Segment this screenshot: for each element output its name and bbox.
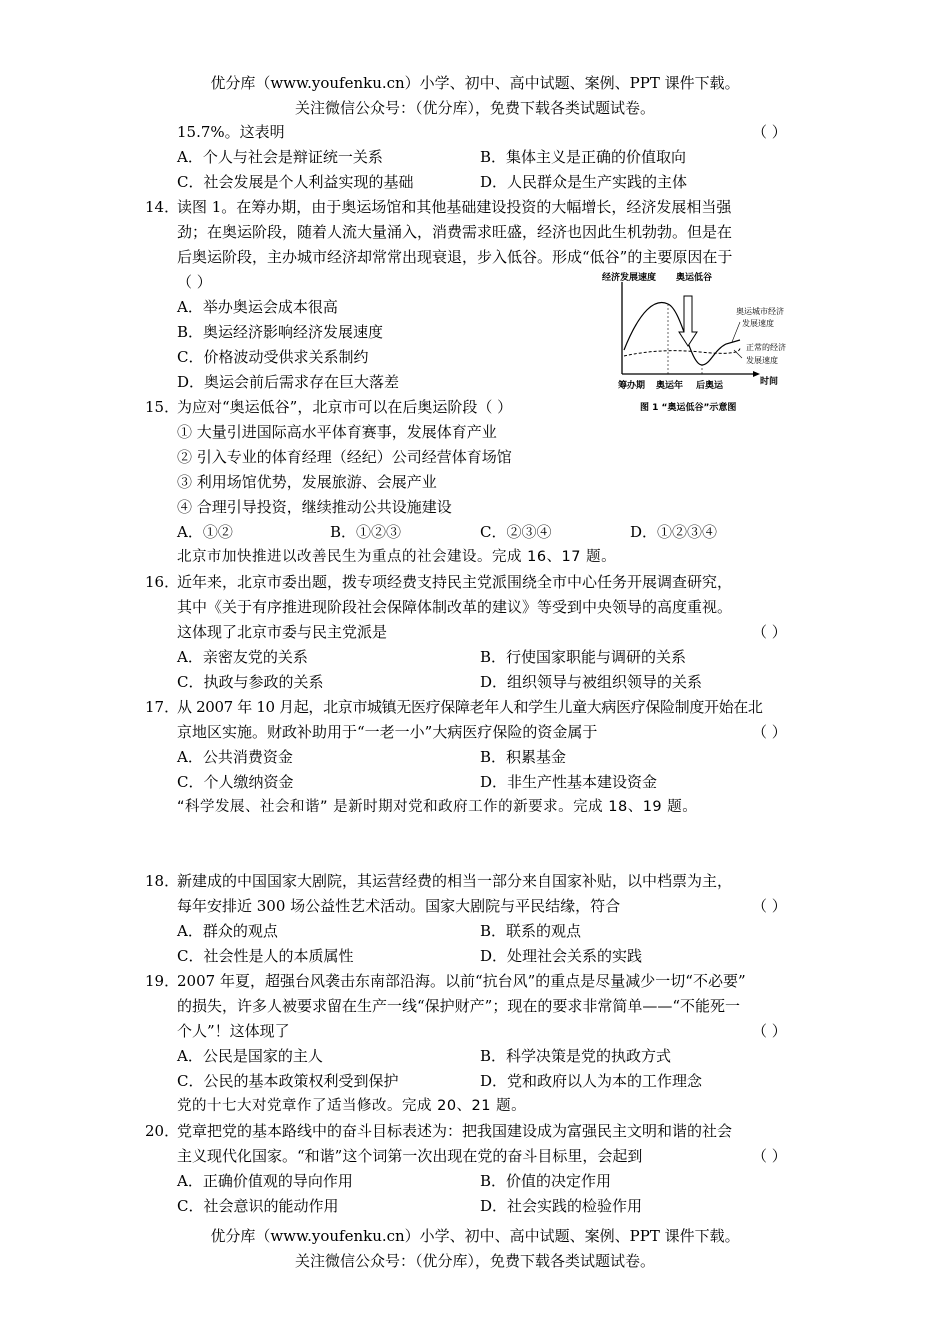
q17-answer-paren: （ ） — [752, 723, 787, 741]
q13-option-b: B．集体主义是正确的价值取向 — [480, 148, 687, 166]
q14-stem-line-3: 后奥运阶段，主办城市经济却常常出现衰退，步入低谷。形成“低谷”的主要原因在于 — [177, 248, 733, 266]
q19-stem-line-2: 的损失，许多人被要求留在生产一线“保护财产”；现在的要求非常简单——“不能死一 — [177, 997, 741, 1015]
figure-xtick-preparation: 筹办期 — [618, 381, 646, 391]
figure-legend-olympic-2: 发展速度 — [742, 319, 774, 328]
q20-number: 20． — [145, 1122, 180, 1140]
q15-stem: 为应对“奥运低谷”，北京市可以在后奥运阶段（ ） — [177, 398, 513, 416]
q20-option-c: C．社会意识的能动作用 — [177, 1197, 339, 1215]
q16-stem-line-1: 近年来，北京市委出题，拨专项经费支持民主党派围绕全市中心任务开展调查研究， — [177, 573, 733, 591]
q15-option-d: D．①②③④ — [630, 523, 718, 541]
q15-option-b: B．①②③ — [330, 523, 402, 541]
figure-xtick-olympic-year: 奥运年 — [656, 381, 684, 391]
q18-number: 18． — [145, 872, 180, 890]
q15-item-3: ③ 利用场馆优势，发展旅游、会展产业 — [177, 473, 437, 491]
q16-stem-line-2: 其中《关于有序推进现阶段社会保障体制改革的建议》等受到中央领导的高度重视。 — [177, 598, 733, 616]
q16-option-d: D．组织领导与被组织领导的关系 — [480, 673, 703, 691]
q16-option-a: A．亲密友党的关系 — [177, 648, 308, 666]
q13-option-a: A．个人与社会是辩证统一关系 — [177, 148, 383, 166]
q18-option-b: B．联系的观点 — [480, 922, 582, 940]
q15-item-2: ② 引入专业的体育经理（经纪）公司经营体育场馆 — [177, 448, 512, 466]
q18-stem-line-1: 新建成的中国国家大剧院，其运营经费的相当一部分来自国家补贴，以中档票为主， — [177, 872, 733, 890]
q13-answer-paren: （ ） — [752, 123, 787, 141]
intro-q20-q21: 党的十七大对党章作了适当修改。完成 20、21 题。 — [177, 1098, 527, 1114]
q16-answer-paren: （ ） — [752, 623, 787, 641]
q17-option-a: A．公共消费资金 — [177, 748, 293, 766]
q17-option-b: B．积累基金 — [480, 748, 567, 766]
q15-number: 15． — [145, 398, 180, 416]
q19-answer-paren: （ ） — [752, 1022, 787, 1040]
q20-option-b: B．价值的决定作用 — [480, 1172, 612, 1190]
footer-line-2: 关注微信公众号：（优分库），免费下载各类试题试卷。 — [294, 1252, 655, 1270]
figure-x-arrow — [753, 371, 760, 377]
figure-trough-label: 奥运低谷 — [676, 273, 713, 283]
q19-option-a: A．公民是国家的主人 — [177, 1047, 323, 1065]
header-line-1: 优分库（www.youfenku.cn）小学、初中、高中试题、案例、PPT 课件下载。 — [210, 74, 740, 92]
intro-q18-q19: “科学发展、社会和谐” 是新时期对党和政府工作的新要求。完成 18、19 题。 — [177, 799, 698, 815]
q20-option-a: A．正确价值观的导向作用 — [177, 1172, 353, 1190]
figure-legend-normal-2: 发展速度 — [746, 356, 778, 365]
figure-olympic-trough — [600, 270, 800, 420]
q17-stem-line-2: 京地区实施。财政补助用于“一老一小”大病医疗保险的资金属于 — [177, 723, 598, 741]
q19-stem-line-1: 2007 年夏，超强台风袭击东南部沿海。以前“抗台风”的重点是尽量减少一切“不必要” — [177, 972, 746, 990]
q19-option-b: B．科学决策是党的执政方式 — [480, 1047, 672, 1065]
q16-stem-line-3: 这体现了北京市委与民主党派是 — [177, 623, 388, 641]
figure-x-label: 时间 — [760, 377, 779, 387]
q15-option-a: A．①② — [177, 523, 233, 541]
q18-stem-line-2: 每年安排近 300 场公益性艺术活动。国家大剧院与平民结缘，符合 — [177, 897, 621, 915]
q18-option-a: A．群众的观点 — [177, 922, 278, 940]
q20-answer-paren: （ ） — [752, 1147, 787, 1165]
q13-stem-cont: 15.7%。这表明 — [177, 123, 285, 141]
q14-stem-line-2: 劲；在奥运阶段，随着人流大量涌入，消费需求旺盛，经济也因此生机勃勃。但是在 — [177, 223, 733, 241]
q13-option-d: D．人民群众是生产实践的主体 — [480, 173, 688, 191]
figure-legend-olympic-1: 奥运城市经济 — [736, 307, 784, 316]
q20-option-d: D．社会实践的检验作用 — [480, 1197, 643, 1215]
q19-option-c: C．公民的基本政策权利受到保护 — [177, 1072, 399, 1090]
q18-answer-paren: （ ） — [752, 897, 787, 915]
q14-option-c: C．价格波动受供求关系制约 — [177, 348, 369, 366]
q19-option-d: D．党和政府以人为本的工作理念 — [480, 1072, 703, 1090]
q16-option-c: C．执政与参政的关系 — [177, 673, 324, 691]
figure-trough-arrow — [679, 296, 697, 346]
q17-option-d: D．非生产性基本建设资金 — [480, 773, 658, 791]
q14-option-d: D．奥运会前后需求存在巨大落差 — [177, 373, 400, 391]
figure-xtick-post-olympic: 后奥运 — [696, 381, 724, 391]
q16-option-b: B．行使国家职能与调研的关系 — [480, 648, 687, 666]
figure-caption: 图 1 “奥运低谷”示意图 — [640, 403, 737, 413]
q17-number: 17． — [145, 698, 180, 716]
q17-option-c: C．个人缴纳资金 — [177, 773, 294, 791]
q14-option-b: B．奥运经济影响经济发展速度 — [177, 323, 384, 341]
q13-option-c: C．社会发展是个人利益实现的基础 — [177, 173, 414, 191]
q16-number: 16． — [145, 573, 180, 591]
q15-item-1: ① 大量引进国际高水平体育赛事，发展体育产业 — [177, 423, 497, 441]
footer-line-1: 优分库（www.youfenku.cn）小学、初中、高中试题、案例、PPT 课件下载。 — [210, 1227, 740, 1245]
q15-item-4: ④ 合理引导投资，继续推动公共设施建设 — [177, 498, 452, 516]
q14-number: 14． — [145, 198, 180, 216]
q18-option-c: C．社会性是人的本质属性 — [177, 947, 354, 965]
intro-q16-q17: 北京市加快推进以改善民生为重点的社会建设。完成 16、17 题。 — [177, 549, 617, 565]
figure-legend-pointer-1 — [732, 322, 740, 342]
figure-legend-normal-1: 正常的经济 — [746, 343, 786, 352]
q14-stem-line-1: 读图 1。在筹办期，由于奥运场馆和其他基础建设投资的大幅增长，经济发展相当强 — [177, 198, 732, 216]
q17-stem-line-1: 从 2007 年 10 月起，北京市城镇无医疗保障老年人和学生儿童大病医疗保险制度开始在北 — [177, 698, 763, 716]
q19-stem-line-3: 个人”！这体现了 — [177, 1022, 290, 1040]
figure-y-label: 经济发展速度 — [602, 273, 657, 283]
q15-option-c: C．②③④ — [480, 523, 552, 541]
q18-option-d: D．处理社会关系的实践 — [480, 947, 643, 965]
figure-legend-pointer-2 — [734, 350, 742, 358]
q20-stem-line-2: 主义现代化国家。“和谐”这个词第一次出现在党的奋斗目标里，会起到 — [177, 1147, 643, 1165]
header-line-2: 关注微信公众号：（优分库），免费下载各类试题试卷。 — [294, 99, 655, 117]
q14-answer-paren: （ ） — [177, 273, 212, 291]
figure-normal-growth-line — [624, 348, 740, 356]
q14-option-a: A．举办奥运会成本很高 — [177, 298, 338, 316]
q20-stem-line-1: 党章把党的基本路线中的奋斗目标表述为：把我国建设成为富强民主文明和谐的社会 — [177, 1122, 733, 1140]
q19-number: 19． — [145, 972, 180, 990]
